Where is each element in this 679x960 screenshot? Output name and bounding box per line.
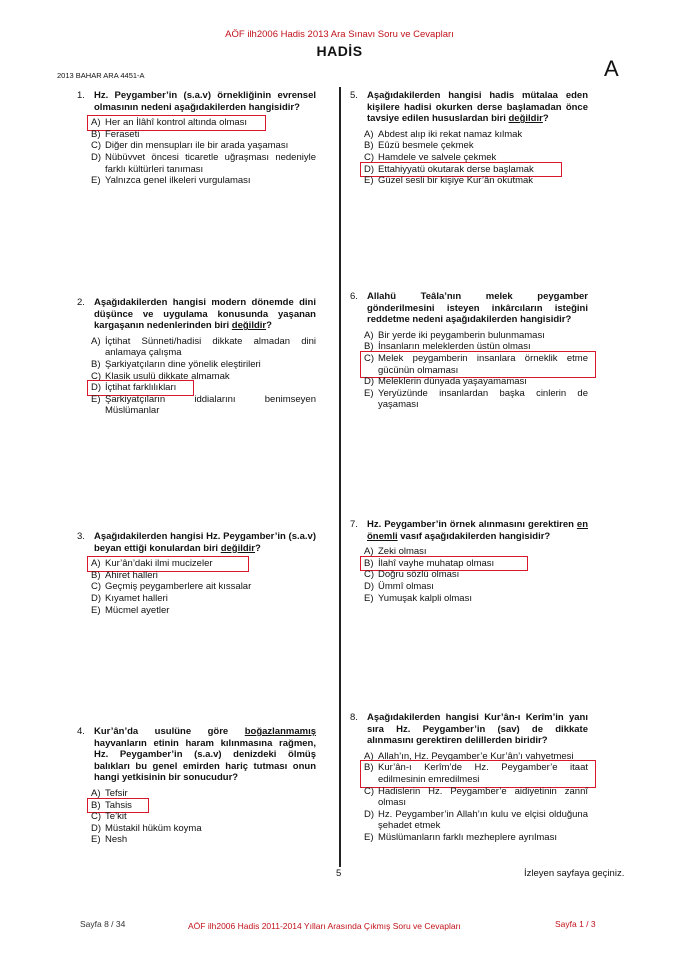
question-5: [350, 90, 588, 187]
question-4: [77, 726, 316, 846]
option-e[interactable]: E) Müslümanların farklı mezheplere ayrılması: [364, 831, 557, 843]
option-c[interactable]: C) Doğru sözlü olması: [364, 569, 460, 581]
option-a[interactable]: A) Her an İlâhî kontrol altında olması: [91, 117, 316, 129]
booklet-code: 2013 BAHAR ARA 4451-A: [57, 71, 145, 80]
answer-options: [91, 558, 316, 616]
option-d[interactable]: D) Nübüvvet öncesi ticaretle uğraşması nedeniyle farklı kültürleri tanıması: [91, 151, 316, 175]
question-2: [77, 297, 316, 417]
answer-options: [364, 751, 588, 844]
question-number: 4.: [77, 726, 85, 737]
question-number: 6.: [350, 291, 358, 302]
booklet-letter: A: [604, 56, 619, 81]
question-text: Aşağıdakilerden hangisi Hz. Peygamber’in (s.a.v) beyan ettiği konulardan biri değildir?: [94, 531, 316, 554]
option-d[interactable]: D) İçtihat farklılıkları: [91, 382, 316, 394]
question-text: Aşağıdakilerden hangisi modern dönemde dini düşünce ve uygulama konusunda yaşanan kargaşanın nedenlerinden biri değildir?: [94, 297, 316, 332]
option-b[interactable]: B) İlahî vayhe muhatap olması: [364, 558, 588, 570]
option-d[interactable]: D) Ümmî olması: [364, 580, 434, 592]
question-3: [77, 531, 316, 616]
option-c[interactable]: C) Hadislerin Hz. Peygamber’e aidiyetinin zannî olması: [364, 785, 588, 809]
option-d[interactable]: D) Kıyamet halleri: [91, 592, 168, 604]
option-e[interactable]: E) Yalnızca genel ilkeleri vurgulaması: [91, 175, 251, 187]
answer-options: [364, 129, 588, 187]
page-number: 5: [336, 868, 342, 879]
option-a[interactable]: A) Abdest alıp iki rekat namaz kılmak: [364, 128, 523, 140]
answer-options: [91, 788, 316, 846]
answer-options: [91, 117, 316, 187]
option-e[interactable]: E) Şarkiyatçıların iddialarını benimseyen Müslümanlar: [91, 393, 316, 417]
option-e[interactable]: E) Yeryüzünde insanlardan başka cinlerin de yaşaması: [364, 387, 588, 411]
option-d[interactable]: D) Hz. Peygamber’in Allah’ın kulu ve elçisi olduğuna şehadet etmek: [364, 808, 588, 832]
subject-title: HADİS: [316, 43, 363, 59]
answer-options: [91, 336, 316, 417]
option-b[interactable]: B) Kur’ân-ı Kerîm’de Hz. Peygamber’e itaat edilmesinin emredilmesi: [364, 762, 588, 785]
question-text: Kur’ân’da usulüne göre boğazlanmamış hayvanların etinin haram kılınmasına rağmen, Hz. Peygamber’in (s.a.v) denizdeki ölmüş balıkları bu genel emirden hariç tutması onun hangi yetkisinin bir sonucudur?: [94, 726, 316, 784]
footer-title: AÖF ilh2006 Hadis 2011-2014 Yılları Arasında Çıkmış Soru ve Cevapları: [188, 921, 461, 931]
option-d[interactable]: D) Müstakil hüküm koyma: [91, 822, 202, 834]
question-number: 1.: [77, 90, 85, 101]
question-text: Allahü Teâla’nın melek peygamber gönderilmesini isteyen inkârcıların isteğini reddetme nedeni aşağıdakilerden hangisidir?: [367, 291, 588, 326]
answer-options: [364, 546, 588, 604]
option-d[interactable]: D) Meleklerin dünyada yaşayamaması: [364, 376, 527, 388]
option-b[interactable]: B) Tahsis: [91, 800, 316, 812]
question-number: 5.: [350, 90, 358, 101]
question-number: 2.: [77, 297, 85, 308]
question-1: [77, 90, 316, 187]
option-c[interactable]: C) Diğer din mensupları ile bir arada yaşaması: [91, 140, 289, 152]
footer-left-page-count: Sayfa 8 / 34: [80, 919, 126, 929]
option-b[interactable]: B) Şarkiyatçıların dine yönelik eleştirileri: [91, 358, 261, 370]
option-c[interactable]: C) Hamdele ve salvele çekmek: [364, 151, 497, 163]
option-e[interactable]: E) Nesh: [91, 834, 128, 846]
option-e[interactable]: E) Güzel sesli bir kişiye Kur’ân okutmak: [364, 175, 534, 187]
option-b[interactable]: B) Feraseti: [91, 128, 140, 140]
option-a[interactable]: A) Zeki olması: [364, 546, 427, 558]
question-number: 8.: [350, 712, 358, 723]
question-text: Hz. Peygamber’in (s.a.v) örnekliğinin evrensel olmasının nedeni aşağıdakilerden hangisidir?: [94, 90, 316, 113]
option-a[interactable]: A) Allah’ın, Hz. Peygamber’e Kur’ân’ı vahyetmesi: [364, 750, 574, 762]
question-number: 3.: [77, 531, 85, 542]
footer-right-page-count: Sayfa 1 / 3: [555, 919, 596, 929]
option-c[interactable]: C) Klasik usulü dikkate almamak: [91, 370, 230, 382]
option-e[interactable]: E) Mücmel ayetler: [91, 604, 170, 616]
question-7: [350, 519, 588, 604]
option-d[interactable]: D) Ettahiyyatü okutarak derse başlamak: [364, 164, 588, 176]
answer-options: [364, 330, 588, 411]
option-a[interactable]: A) Bir yerde iki peygamberin bulunmaması: [364, 329, 545, 341]
option-c[interactable]: C) Geçmiş peygamberlere ait kıssalar: [91, 581, 252, 593]
option-b[interactable]: B) Ahiret halleri: [91, 569, 158, 581]
option-a[interactable]: A) Tefsir: [91, 787, 128, 799]
question-text: Aşağıdakilerden hangisi hadis mütalaa eden kişilere hadisi okurken derse başlamadan önce tavsiye edilen hususlardan biri değildir?: [367, 90, 588, 125]
document-top-title: AÖF ilh2006 Hadis 2013 Ara Sınavı Soru ve Cevapları: [225, 29, 454, 40]
question-text: Hz. Peygamber’in örnek alınmasını gerektiren en önemli vasıf aşağıdakilerden hangisidir?: [367, 519, 588, 542]
question-6: [350, 291, 588, 411]
next-page-note: İzleyen sayfaya geçiniz.: [524, 868, 625, 879]
question-8: [350, 712, 588, 844]
option-a[interactable]: A) İçtihat Sünneti/hadisi dikkate almadan dini anlamaya çalışma: [91, 335, 316, 359]
column-divider: [339, 87, 341, 867]
option-c[interactable]: C) Te’kit: [91, 811, 127, 823]
option-a[interactable]: A) Kur’ân’daki ilmi mucizeler: [91, 558, 316, 570]
option-b[interactable]: B) Eûzü besmele çekmek: [364, 140, 474, 152]
option-e[interactable]: E) Yumuşak kalpli olması: [364, 592, 472, 604]
option-b[interactable]: B) İnsanların meleklerden üstün olması: [364, 341, 531, 353]
option-c[interactable]: C) Melek peygamberin insanlara örneklik etme gücünün olmaması: [364, 352, 588, 376]
question-text: Aşağıdakilerden hangisi Kur’ân-ı Kerîm’in yanı sıra Hz. Peygamber’in (sav) de dikkate alınmasını gerektiren delillerden biridir?: [367, 712, 588, 747]
question-number: 7.: [350, 519, 358, 530]
